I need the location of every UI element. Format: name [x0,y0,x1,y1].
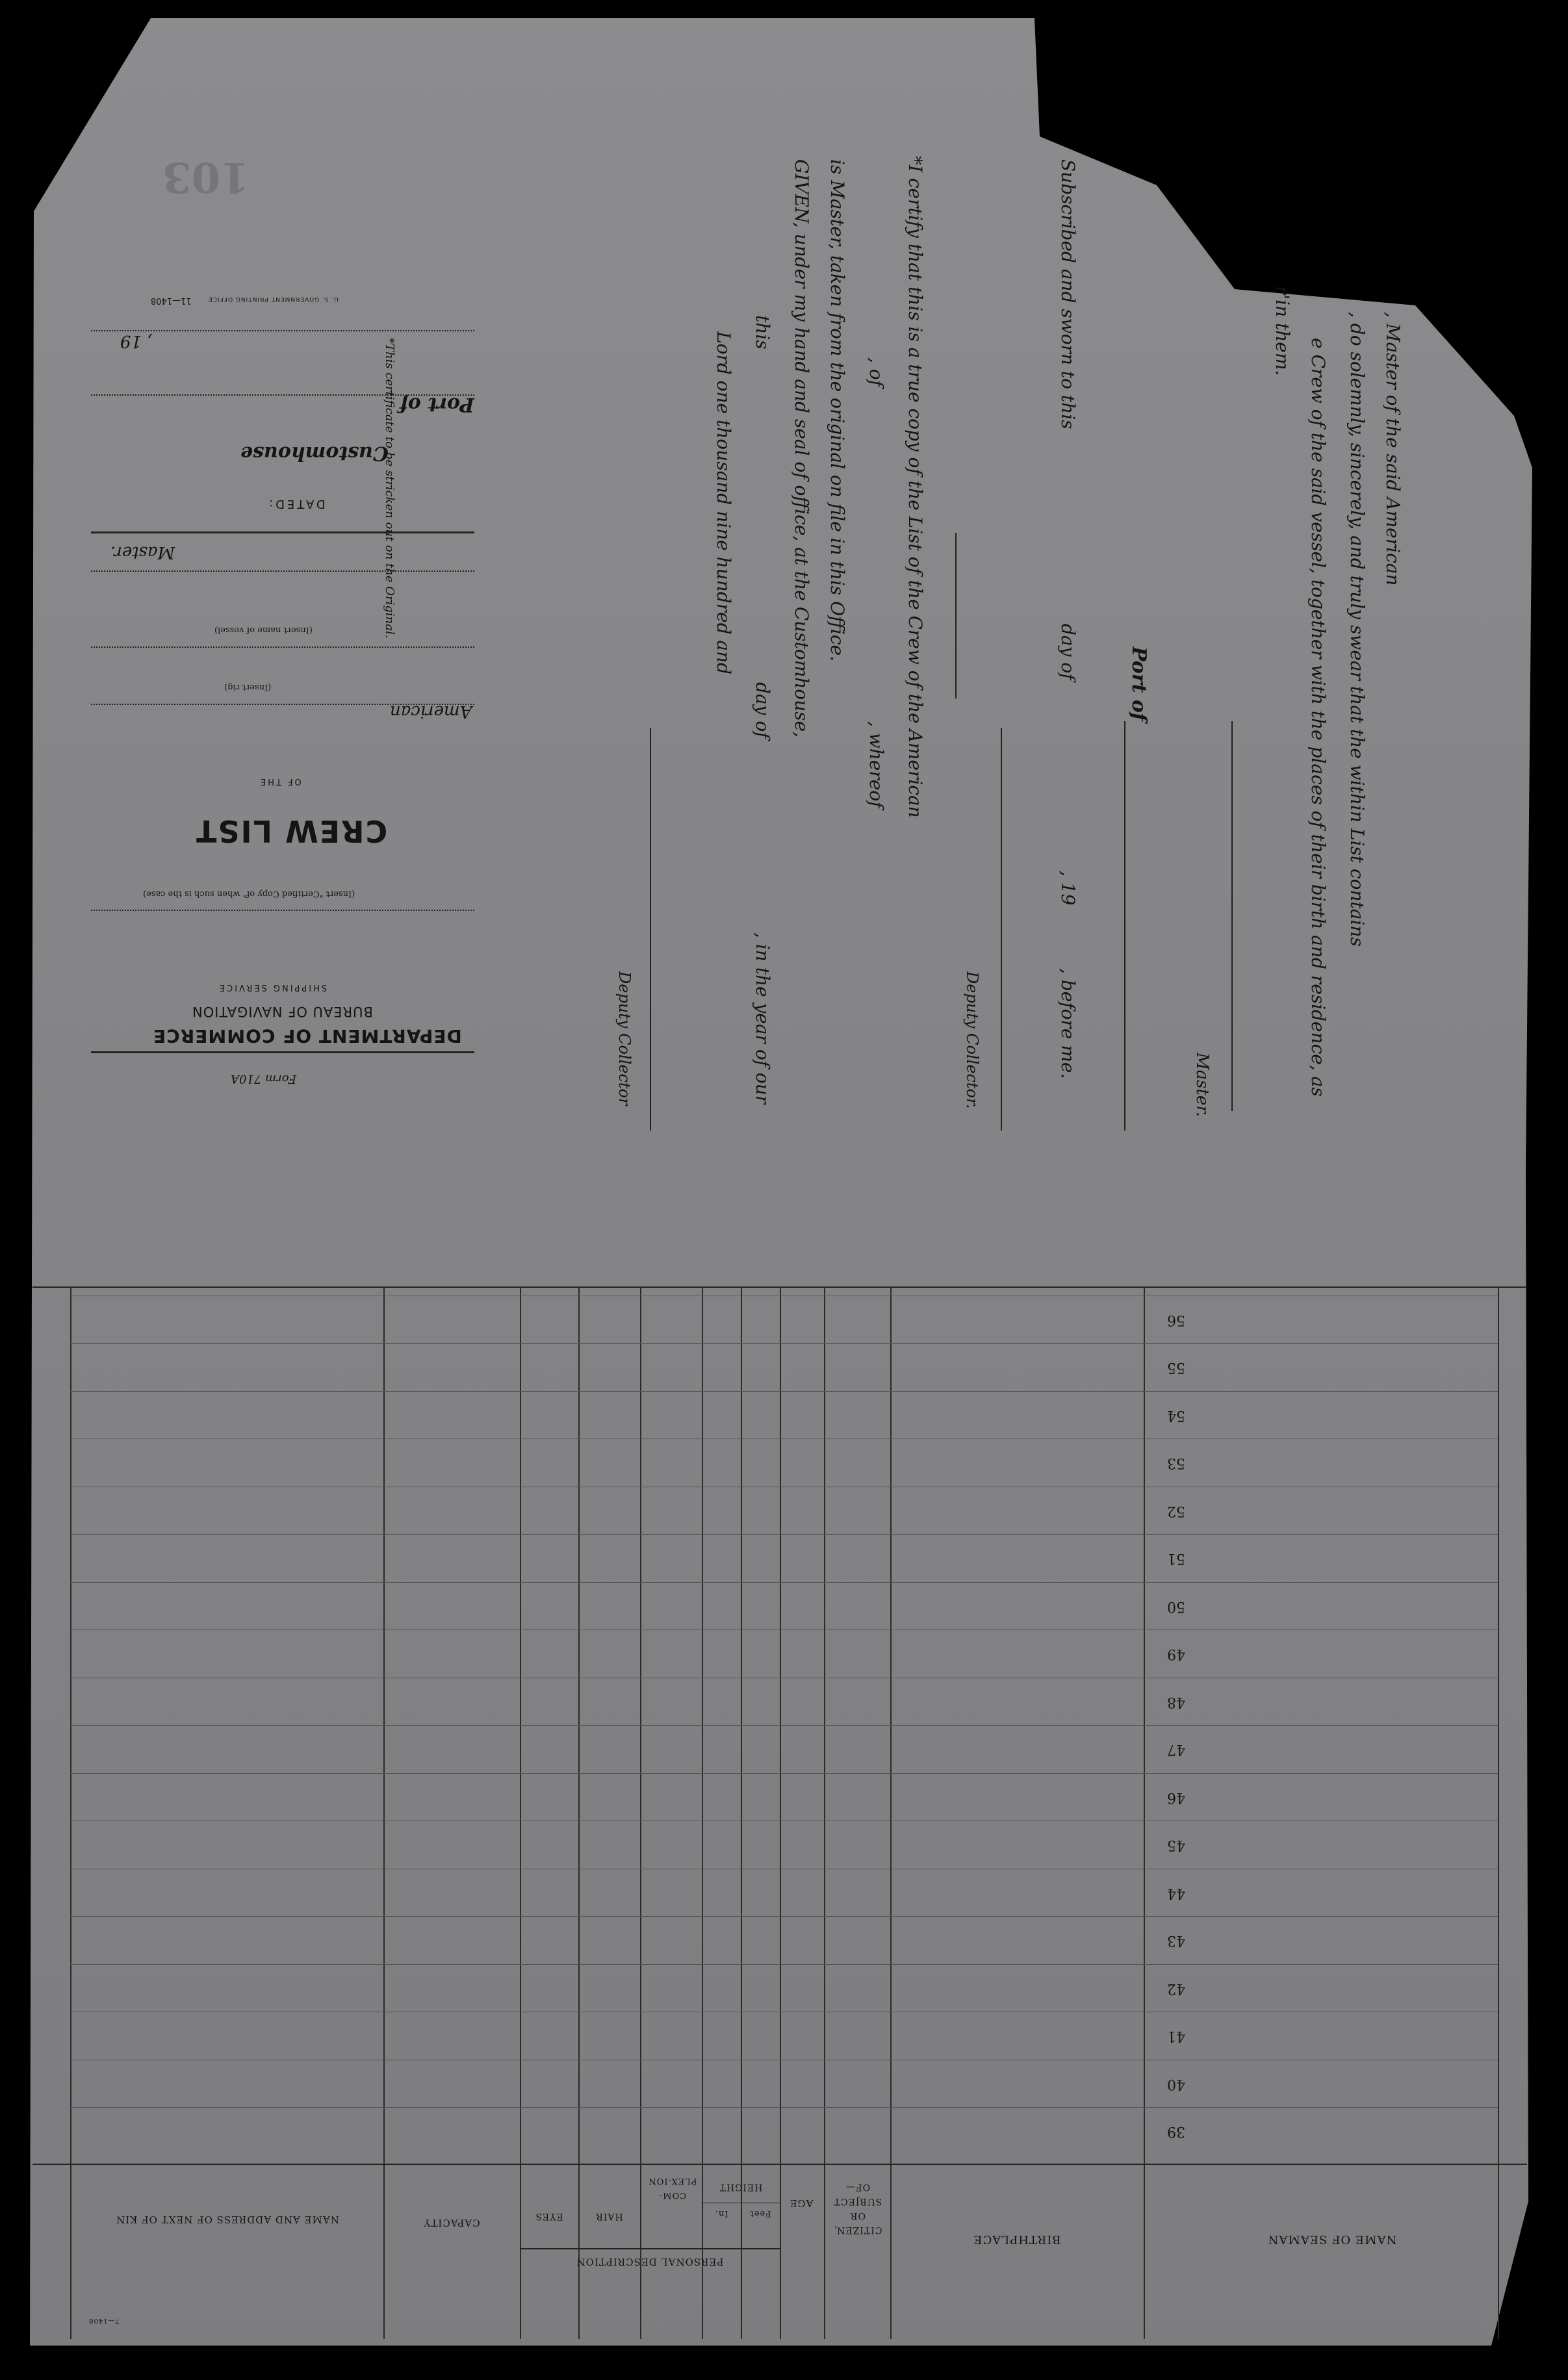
port-underline [91,394,474,396]
table-row-line [70,1773,1498,1774]
cert-line-5-this: this [752,315,773,350]
col-divider [890,1286,892,2339]
cert-line-5-day: day of [752,682,773,739]
certificate-note: *This certificate to be stricken out on the Original. [383,338,396,639]
row-number: 54 [1167,1407,1185,1424]
table-row-line [70,1534,1498,1535]
table-row-line [70,1964,1498,1965]
col-divider [578,1286,580,2339]
master-rule [91,531,474,533]
header-birthplace: BIRTHPLACE [973,2233,1061,2246]
deputy-line-2 [650,728,651,1131]
oath-master-label: Master. [1192,1053,1212,1118]
col-divider [70,1286,71,2339]
bureau-name: BUREAU OF NAVIGATION [192,1004,373,1019]
oath-port-line [1124,721,1125,1131]
deputy-collector-2: Deputy Collector [615,971,634,1106]
col-divider [640,1286,641,2339]
oath-line-2: , do solemnly, sincerely, and truly swear that the within List contains [1346,312,1368,947]
before-me: , before me. [1057,968,1079,1079]
header-capacity: CAPACITY [423,2217,480,2229]
cert-line-2-of: , of [866,357,887,387]
personal-desc-rule [520,2248,780,2249]
oath-line-3: e Crew of the said vessel, together with the places of their birth and residence, as [1307,338,1329,1097]
table-row-line [70,1343,1498,1344]
col-divider [520,1286,521,2339]
col-divider [383,1286,385,2339]
row-number: 51 [1167,1550,1185,1567]
col-divider [824,1286,825,2339]
oath-port-label: Port of [1127,646,1150,721]
col-divider [702,1286,703,2339]
subscribed-text: Subscribed and sworn to this [1057,159,1079,429]
crew-list-title: CREW LIST [195,813,388,849]
col-divider [1498,1286,1499,2339]
subscribed-year: , 19 [1057,871,1079,906]
shipping-service: SHIPPING SERVICE [218,982,328,992]
header-inches: In. [714,2208,728,2218]
seal-line [955,533,957,698]
row-number: 48 [1167,1693,1185,1710]
header-hair: HAIR [595,2211,623,2221]
oath-line-4: r'in them. [1272,286,1293,376]
master-label: Master. [110,543,175,562]
cert-line-3: is Master, taken from the original on file in this Office. [827,159,848,661]
row-number: 52 [1167,1502,1185,1519]
row-number: 47 [1167,1741,1185,1758]
table-row-line [70,1582,1498,1583]
header-complexion: COM-PLEX-ION [648,2176,697,2200]
header-name-of-seaman: NAME OF SEAMAN [1267,2233,1397,2246]
cert-line-5-year: , in the year of our [752,932,773,1105]
table-row-line [70,2107,1498,2108]
col-divider [1144,1286,1145,2339]
deputy-line-1 [1001,728,1002,1131]
header-citizen: CITIZEN, OR SUBJECT OF— [833,2182,882,2235]
row-number: 39 [1167,2123,1185,2140]
row-number: 46 [1167,1789,1185,1806]
header-feet: Feet [749,2208,771,2218]
row-number: 41 [1167,2028,1185,2044]
col-divider [780,1286,781,2339]
subscribed-day-of: day of [1057,624,1079,680]
vessel-underline [91,646,474,648]
oath-line-1: , Master of the said American [1382,312,1404,586]
customhouse-label: Customhouse [240,442,389,465]
row-number: 50 [1167,1598,1185,1615]
row-number: 43 [1167,1932,1185,1949]
printer-name: U. S. GOVERNMENT PRINTING OFFICE [208,296,339,302]
cover-rule [91,1051,474,1053]
master-underline [91,570,474,572]
year-underline [91,330,474,331]
vessel-note: (Insert name of vessel) [214,625,313,635]
row-number: 49 [1167,1646,1185,1662]
table-row-line [70,1916,1498,1917]
port-of-label: Port of [400,393,474,416]
header-age: AGE [789,2197,814,2209]
oath-master-line [1231,721,1233,1111]
certified-underline [91,910,474,911]
row-number: 45 [1167,1837,1185,1853]
row-number: 53 [1167,1455,1185,1471]
deputy-collector-1: Deputy Collector. [963,971,981,1109]
certified-note: (Insert "Certified Copy of" when such is the case) [143,889,355,899]
american-label: American [390,702,472,721]
year-line: , 19 [120,331,153,351]
cert-line-1: *I certify that this is a true copy of the List of the Crew of the American [905,156,926,818]
row-number: 42 [1167,1980,1185,1997]
row-number: 55 [1167,1359,1185,1376]
header-personal-description: PERSONAL DESCRIPTION [576,2256,724,2268]
row-number: 56 [1167,1311,1185,1328]
corner-code: 7—1408 [88,2317,120,2324]
table-row-line [70,1725,1498,1726]
cert-line-2-whereof: , whereof [866,721,887,808]
department-name: DEPARTMENT OF COMMERCE [153,1025,462,1047]
rig-note: (Insert rig) [224,682,272,692]
form-number: Form 710A [231,1072,297,1086]
row-number: 40 [1167,2075,1185,2092]
stamp-number: 103 [162,153,250,201]
header-next-of-kin: NAME AND ADDRESS OF NEXT OF KIN [116,2214,339,2225]
cert-line-4: GIVEN, under my hand and seal of office, at the Customhouse, [791,159,812,738]
header-height: HEIGHT [719,2182,763,2192]
row-number: 44 [1167,1884,1185,1901]
dated-label: DATED: [266,497,326,511]
of-the-label: OF THE [259,776,302,786]
cert-line-6: Lord one thousand nine hundred and [713,331,734,675]
header-eyes: EYES [535,2211,563,2221]
table-row-line [70,1391,1498,1392]
print-code: 11—1408 [151,296,192,305]
